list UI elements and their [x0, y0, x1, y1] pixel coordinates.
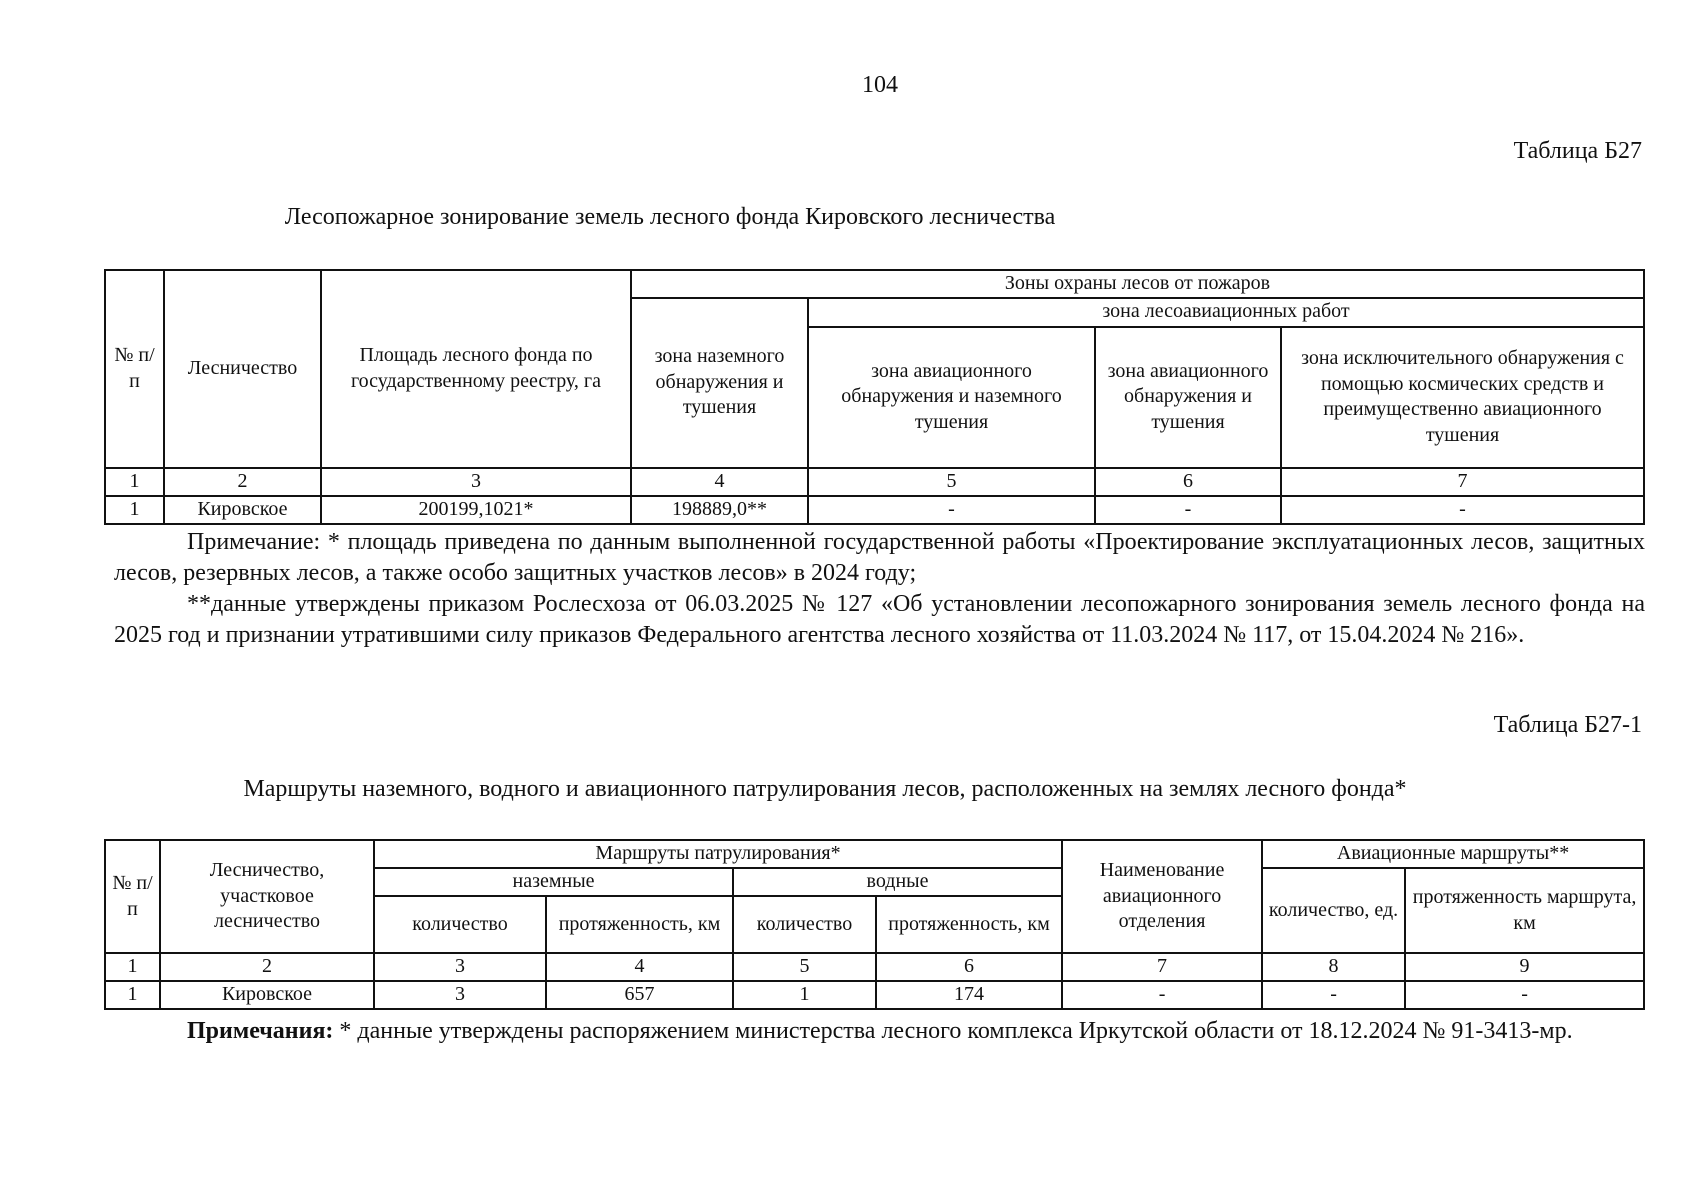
column-number: 6	[1095, 468, 1281, 496]
note-b27-1-line	[114, 1016, 1652, 1047]
column-number: 2	[160, 953, 374, 981]
note-b27-line2: **данные утверждены приказом Рослесхоза от 06.03.2025 № 127 «Об установлении лесопожарного зонирования земель лесного фонда на 2025 год и признании утратившими силу приказов Федерального агентства лесного хозяйства от 11.03.2024 № 117, от 15.04.2024 № 216».	[114, 591, 1645, 648]
header-num: № п/п	[105, 270, 164, 468]
header-avia-dept: Наименование авиационного отделения	[1062, 840, 1262, 953]
table-cell: -	[808, 496, 1095, 524]
table-row	[105, 981, 1644, 1009]
header-water-routes: водные	[733, 868, 1062, 896]
header-num: № п/п	[105, 840, 160, 953]
note-label: Примечания:	[187, 1018, 334, 1044]
header-avia-routes: Авиационные маршруты**	[1262, 840, 1644, 868]
column-number: 7	[1062, 953, 1262, 981]
table-cell: -	[1062, 981, 1262, 1009]
header-avia-works-zone: зона лесоавиационных работ	[808, 298, 1644, 327]
table-title-b27: Лесопожарное зонирование земель лесного фонда Кировского лесничества	[284, 204, 1056, 230]
column-number: 3	[321, 468, 631, 496]
column-number: 1	[105, 468, 164, 496]
column-number: 8	[1262, 953, 1405, 981]
table-cell: -	[1095, 496, 1281, 524]
table-cell: Кировское	[164, 496, 321, 524]
column-number: 6	[876, 953, 1062, 981]
header-water-length: протяженность, км	[876, 896, 1062, 953]
column-numbers-row	[105, 953, 1644, 981]
header-ground-zone: зона наземного обнаружения и тушения	[631, 298, 808, 468]
header-avia-detect-zone: зона авиационного обнаружения и тушения	[1095, 327, 1281, 468]
note-text: * данные утверждены распоряжением министерства лесного комплекса Иркутской области от 18.12.2024 № 91-3413-мр.	[333, 1018, 1573, 1044]
table-cell: 200199,1021*	[321, 496, 631, 524]
header-area: Площадь лесного фонда по государственному реестру, га	[321, 270, 631, 468]
header-water-count: количество	[733, 896, 876, 953]
column-number: 5	[733, 953, 876, 981]
table-cell: -	[1281, 496, 1644, 524]
column-number: 4	[631, 468, 808, 496]
note-b27	[114, 527, 1645, 651]
table-row	[105, 496, 1644, 524]
header-forestry: Лесничество	[164, 270, 321, 468]
header-patrol-routes: Маршруты патрулирования*	[374, 840, 1062, 868]
header-forestry: Лесничество, участковое лесничество	[160, 840, 374, 953]
column-numbers-row	[105, 468, 1644, 496]
column-number: 1	[105, 953, 160, 981]
header-fire-zones: Зоны охраны лесов от пожаров	[631, 270, 1644, 298]
header-avia-ground-zone: зона авиационного обнаружения и наземного тушения	[808, 327, 1095, 468]
column-number: 9	[1405, 953, 1644, 981]
table-cell: -	[1262, 981, 1405, 1009]
header-ground-count: количество	[374, 896, 546, 953]
table-cell: 1	[105, 496, 164, 524]
page-number: 104	[862, 72, 898, 98]
table-title-b27-1: Маршруты наземного, водного и авиационного патрулирования лесов, расположенных на землях лесного фонда*	[243, 776, 1407, 802]
header-ground-length: протяженность, км	[546, 896, 733, 953]
table-cell: 198889,0**	[631, 496, 808, 524]
column-number: 7	[1281, 468, 1644, 496]
column-number: 2	[164, 468, 321, 496]
header-space-detect-zone: зона исключительного обнаружения с помощью космических средств и преимущественно авиационного тушения	[1281, 327, 1644, 468]
column-number: 3	[374, 953, 546, 981]
column-number: 4	[546, 953, 733, 981]
patrol-routes-table	[104, 839, 1645, 1010]
column-number: 5	[808, 468, 1095, 496]
header-avia-count: количество, ед.	[1262, 868, 1405, 953]
table-cell: -	[1405, 981, 1644, 1009]
fire-zoning-table	[104, 269, 1645, 525]
header-ground-routes: наземные	[374, 868, 733, 896]
table-cell: 1	[105, 981, 160, 1009]
table-cell: 657	[546, 981, 733, 1009]
table-cell: 174	[876, 981, 1062, 1009]
table-cell: 3	[374, 981, 546, 1009]
table-cell: Кировское	[160, 981, 374, 1009]
table-cell: 1	[733, 981, 876, 1009]
note-b27-1	[114, 1016, 1652, 1047]
table-label-b27: Таблица Б27	[1513, 138, 1642, 164]
table-label-b27-1: Таблица Б27-1	[1493, 712, 1642, 738]
header-avia-length: протяженность маршрута, км	[1405, 868, 1644, 953]
note-b27-line1: Примечание: * площадь приведена по данным выполненной государственной работы «Проектирование эксплуатационных лесов, защитных лесов, резервных лесов, а также особо защитных участков лесов» в 2024 году;	[114, 529, 1645, 586]
